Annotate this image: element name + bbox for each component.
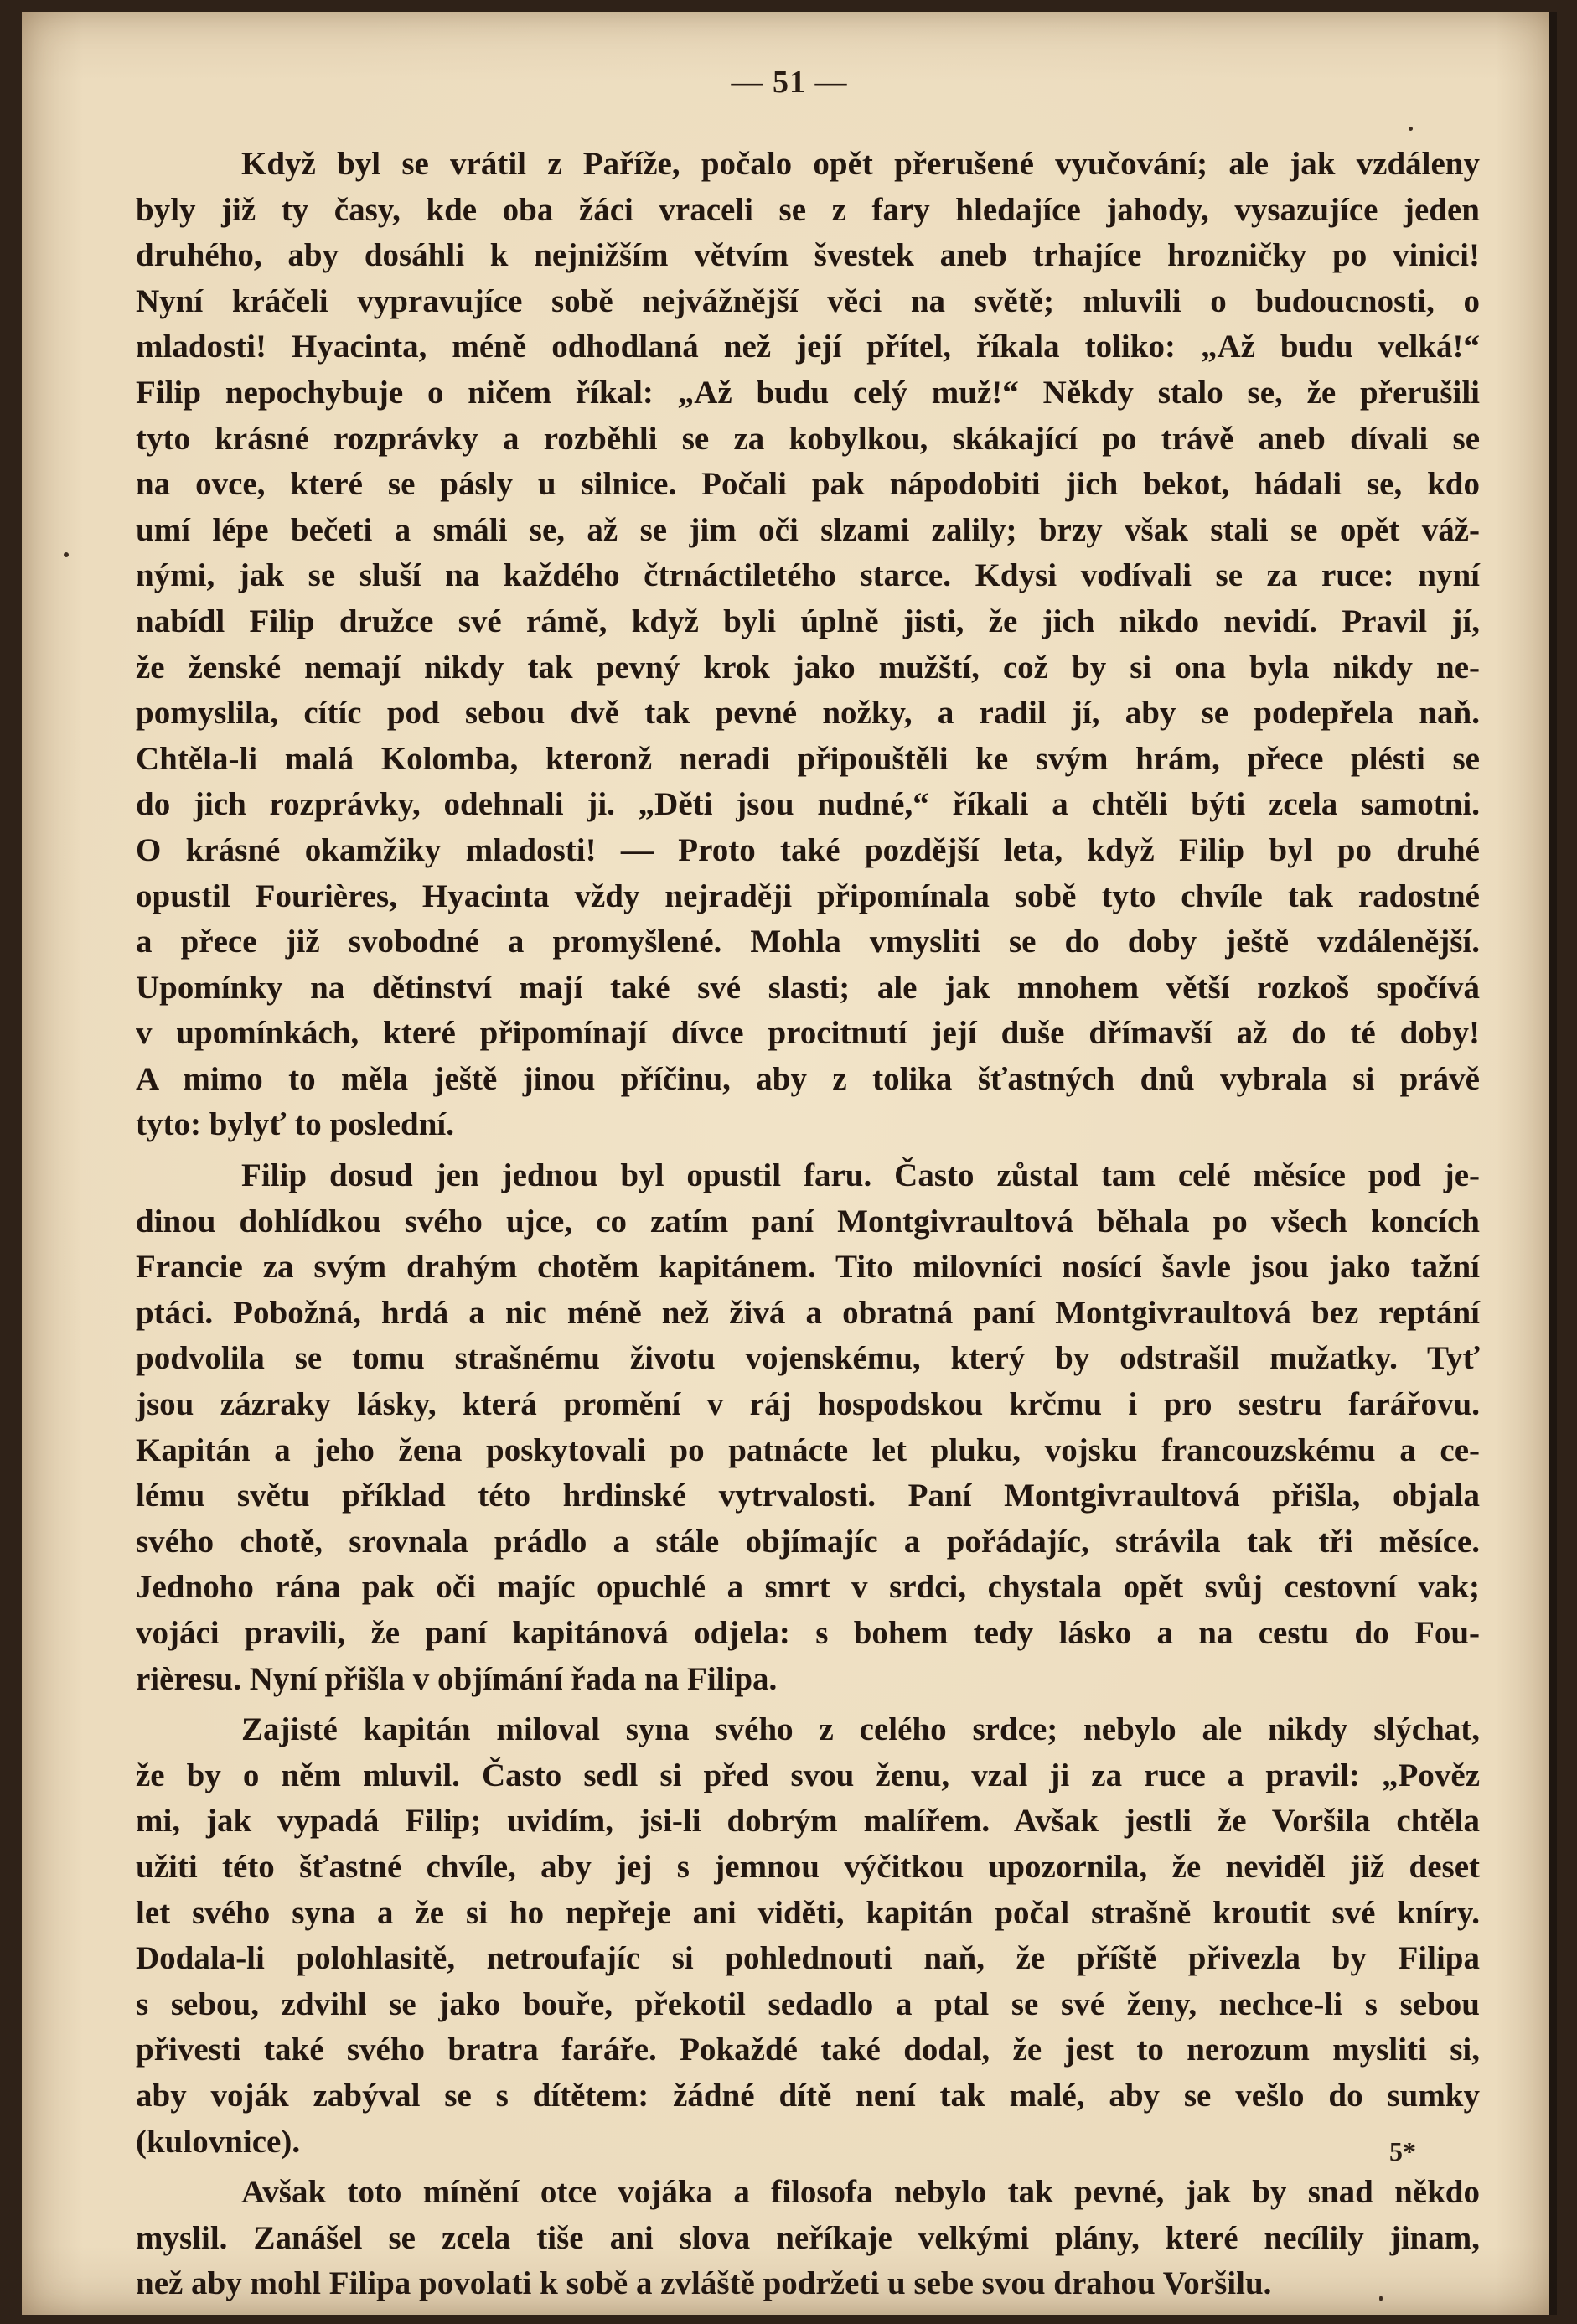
text-line: Zajisté kapitán miloval syna svého z celého srdce; nebylo ale nikdy slýchat,: [241, 1711, 1480, 1748]
text-line: lému světu příklad této hrdinské vytrvalosti. Paní Montgivraultová přišla, objala: [136, 1478, 1480, 1514]
text-line: a přece již svobodné a promyšlené. Mohla vmysliti se do doby ještě vzdálenější.: [136, 924, 1480, 960]
text-line: nabídl Filip družce své rámě, když byli úplně jisti, že jich nikdo nevidí. Pravil jí,: [136, 603, 1480, 639]
text-line: Jednoho rána pak oči majíc opuchlé a smrt v srdci, chystala opět svůj cestovní vak;: [136, 1569, 1480, 1606]
text-line: svého chotě, srovnala prádlo a stále objímajíc a pořádajíc, strávila tak tři měsíce.: [136, 1523, 1480, 1560]
text-line: let svého syna a že si ho nepřeje ani viděti, kapitán počal strašně kroutit své kníry.: [136, 1894, 1480, 1931]
text-line: aby voják zabýval se s dítětem: žádné dítě není tak malé, aby se vešlo do sumky: [136, 2077, 1480, 2114]
text-line: A mimo to měla ještě jinou příčinu, aby z tolika šťastných dnů vybrala si právě: [136, 1060, 1480, 1097]
text-line: Kapitán a jeho žena poskytovali po patnácte let pluku, vojsku francouzskému a ce-: [136, 1431, 1480, 1468]
text-line: v upomínkách, které připomínají dívce procitnutí její duše dřímavší až do té doby!: [136, 1015, 1480, 1052]
paragraph: [136, 2170, 1480, 2307]
page-edge-shadow: [1549, 12, 1557, 2315]
text-line: umí lépe bečeti a smáli se, až se jim oči slzami zalily; brzy však stali se opět váž-: [136, 511, 1480, 548]
text-line: Nyní kráčeli vypravujíce sobě nejvážnější věci na světě; mluvili o budoucnosti, o: [136, 282, 1480, 319]
paragraph: [136, 142, 1480, 1148]
paper-speck: [1379, 2296, 1383, 2301]
text-line: opustil Fourières, Hyacinta vždy nejraději připomínala sobě tyto chvíle tak radostné: [136, 877, 1480, 914]
text-line: Dodala-li polohlasitě, netroufajíc si pohlednouti naň, že příště přivezla by Filipa: [136, 1940, 1480, 1977]
text-line: druhého, aby dosáhli k nejnižším větvím švestek aneb trhajíce hrozničky po vinici!: [136, 237, 1480, 274]
text-line: vojáci pravili, že paní kapitánová odjela: s bohem tedy lásko a na cestu do Fou-: [136, 1615, 1480, 1651]
text-line: Filip nepochybuje o ničem říkal: „Až budu celý muž!“ Někdy stalo se, že přerušili: [136, 374, 1480, 411]
text-line: Francie za svým drahým chotěm kapitánem. Tito milovníci nosící šavle jsou jako tažní: [136, 1249, 1480, 1286]
text-line: nými, jak se sluší na každého čtrnáctiletého starce. Kdysi vodívali se za ruce: nyní: [136, 557, 1480, 594]
printer-signature-mark: 5*: [1389, 2136, 1416, 2166]
text-line: byly již ty časy, kde oba žáci vraceli se z fary hledajíce jahody, vysazujíce jeden: [136, 191, 1480, 228]
text-line: Filip dosud jen jednou byl opustil faru. Často zůstal tam celé měsíce pod je-: [241, 1157, 1480, 1194]
text-line: podvolila se tomu strašnému životu vojenskému, který by odstrašil mužatky. Tyť: [136, 1340, 1480, 1377]
text-line: než aby mohl Filipa povolati k sobě a zvláště podržeti u sebe svou drahou Voršilu.: [136, 2265, 1272, 2302]
paper-speck: [1409, 127, 1413, 131]
text-line: (kulovnice).: [136, 2123, 301, 2160]
paper-page: [22, 12, 1557, 2315]
text-line: dinou dohlídkou svého ujce, co zatím paní Montgivraultová běhala po všech koncích: [136, 1203, 1480, 1240]
text-line: rièresu. Nyní přišla v objímání řada na Filipa.: [136, 1660, 778, 1697]
text-line: myslil. Zanášel se zcela tiše ani slova neříkaje velkými plány, které necílily jinam,: [136, 2219, 1480, 2256]
text-line: do jich rozprávky, odehnali ji. „Děti jsou nudné,“ říkali a chtěli býti zcela samotni.: [136, 786, 1480, 823]
paper-speck: [64, 552, 69, 557]
text-line: Avšak toto mínění otce vojáka a filosofa nebylo tak pevné, jak by snad někdo: [241, 2174, 1480, 2211]
text-line: Když byl se vrátil z Paříže, počalo opět přerušené vyučování; ale jak vzdáleny: [241, 146, 1480, 182]
page-number: — 51 —: [731, 65, 848, 100]
text-line: Upomínky na dětinství mají také své slasti; ale jak mnohem větší rozkoš spočívá: [136, 969, 1480, 1006]
text-line: O krásné okamžiky mladosti! — Proto také pozdější leta, když Filip byl po druhé: [136, 831, 1480, 868]
text-line: s sebou, zdvihl se jako bouře, překotil sedadlo a ptal se své ženy, nechce-li s sebou: [136, 1985, 1480, 2022]
text-line: Chtěla-li malá Kolomba, kteronž neradi připouštěli ke svým hrám, přece plésti se: [136, 740, 1480, 777]
text-line: ptáci. Pobožná, hrdá a nic méně než živá a obratná paní Montgivraultová bez reptání: [136, 1294, 1480, 1331]
text-line: jsou zázraky lásky, která promění v ráj hospodskou krčmu i pro sestru farářovu.: [136, 1386, 1480, 1423]
text-line: tyto: bylyť to poslední.: [136, 1106, 455, 1143]
text-line: mladosti! Hyacinta, méně odhodlaná než její přítel, říkala toliko: „Až budu velká!“: [136, 329, 1480, 365]
text-line: že ženské nemají nikdy tak pevný krok jako mužští, což by si ona byla nikdy ne-: [136, 649, 1480, 686]
text-line: mi, jak vypadá Filip; uvidím, jsi-li dobrým malířem. Avšak jestli že Voršila chtěla: [136, 1803, 1480, 1840]
paragraph: [136, 1153, 1480, 1702]
paragraph: [136, 1707, 1480, 2165]
text-line: tyto krásné rozprávky a rozběhli se za kobylkou, skákající po trávě aneb dívali se: [136, 420, 1480, 457]
body-text: [136, 142, 1480, 2307]
text-line: na ovce, které se pásly u silnice. Počali pak nápodobiti jich bekot, hádali se, kdo: [136, 466, 1480, 503]
text-line: užiti této šťastné chvíle, aby jej s jemnou výčitkou upozornila, že neviděl již deset: [136, 1848, 1480, 1885]
text-line: pomyslila, cítíc pod sebou dvě tak pevné nožky, a radil jí, aby se podepřela naň.: [136, 695, 1480, 732]
text-line: že by o něm mluvil. Často sedl si před svou ženu, vzal ji za ruce a pravil: „Pověz: [136, 1757, 1480, 1793]
text-line: přivesti také svého bratra faráře. Pokaždé také dodal, že jest to nerozum mysliti si,: [136, 2032, 1480, 2068]
